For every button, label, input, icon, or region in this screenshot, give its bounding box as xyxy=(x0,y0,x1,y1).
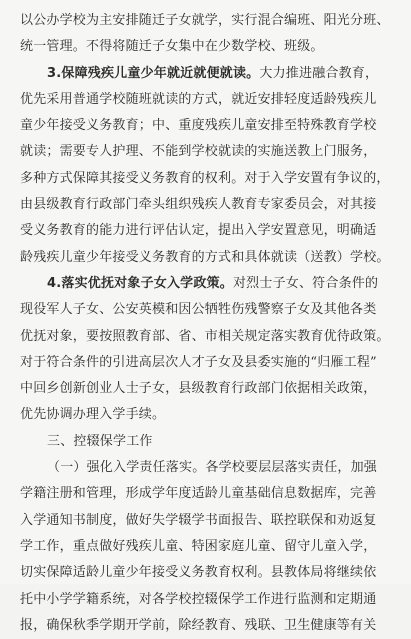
text-line: 现役军人子女、公安英模和因公牺牲伤残警察子女及其他各类 xyxy=(20,302,377,318)
text-line: 中回乡创新创业人士子女，县级教育行政部门依据相关政策， xyxy=(20,381,377,397)
paragraph-heading-line xyxy=(20,271,397,297)
paragraph-title: 4.落实优抚对象子女入学政策。 xyxy=(47,275,233,291)
text-line: 学工作，重点做好残疾儿童、特困家庭儿童、留守儿童入学， xyxy=(20,538,377,554)
paragraph-heading-line xyxy=(20,61,397,87)
text-line: 受义务教育的能力进行评估认定，提出入学安置意见，明确适 xyxy=(20,223,377,239)
text-line: 由县级教育行政部门牵头组织残疾人教育专家委员会，对其接 xyxy=(20,197,377,213)
text-line: （一）强化入学责任落实。各学校要层层落实责任，加强 xyxy=(47,460,378,476)
text-line: 入学通知书制度，做好失学辍学书面报告、联控联保和劝返复 xyxy=(20,512,377,528)
text-line: 切实保障适龄儿童少年接受义务教育权利。县教体局将继续依 xyxy=(20,565,377,581)
text-line: 统一管理。不得将随迁子女集中在少数学校、班级。 xyxy=(20,39,324,55)
text-line: 多种方式保障其接受义务教育的权利。对于入学安置有争议的， xyxy=(20,170,390,186)
text-line: 报，确保秋季学期开学前，除经教育、残联、卫生健康等有关 xyxy=(20,617,377,633)
text-line: 优先协调办理入学手续。 xyxy=(20,407,166,423)
text-line: 以公办学校为主安排随迁子女就学，实行混合编班、阳光分班、 xyxy=(20,13,390,28)
text-line: 就读；需要专人护理、不能到学校就读的实施送教上门服务， xyxy=(20,144,377,160)
text-span: 对烈士子女、符合条件的 xyxy=(232,275,379,291)
section-heading: 三、控辍保学工作 xyxy=(47,433,153,449)
text-line: 对于符合条件的引进高层次人才子女及县委实施的“归雁工程” xyxy=(20,354,377,370)
text-line: 学籍注册和管理，形成学年度适龄儿童基础信息数据库，完善 xyxy=(20,486,377,502)
text-span: 大力推进融合教育， xyxy=(259,65,379,81)
text-line: 托中小学学籍系统，对各学校控辍保学工作进行监测和定期通 xyxy=(20,591,377,607)
text-line: 龄残疾儿童少年接受义务教育的方式和具体就读（送教）学校。 xyxy=(20,249,390,265)
text-line: 优抚对象，要按照教育部、省、市相关规定落实教育优待政策。 xyxy=(20,328,390,344)
paragraph-title: 3.保障残疾儿童少年就近就便就读。 xyxy=(47,65,260,81)
text-line: 优先采用普通学校随班就读的方式，就近安排轻度适龄残疾儿 xyxy=(20,91,377,107)
text-line: 童少年接受义务教育；中、重度残疾儿童安排至特殊教育学校 xyxy=(20,118,377,134)
